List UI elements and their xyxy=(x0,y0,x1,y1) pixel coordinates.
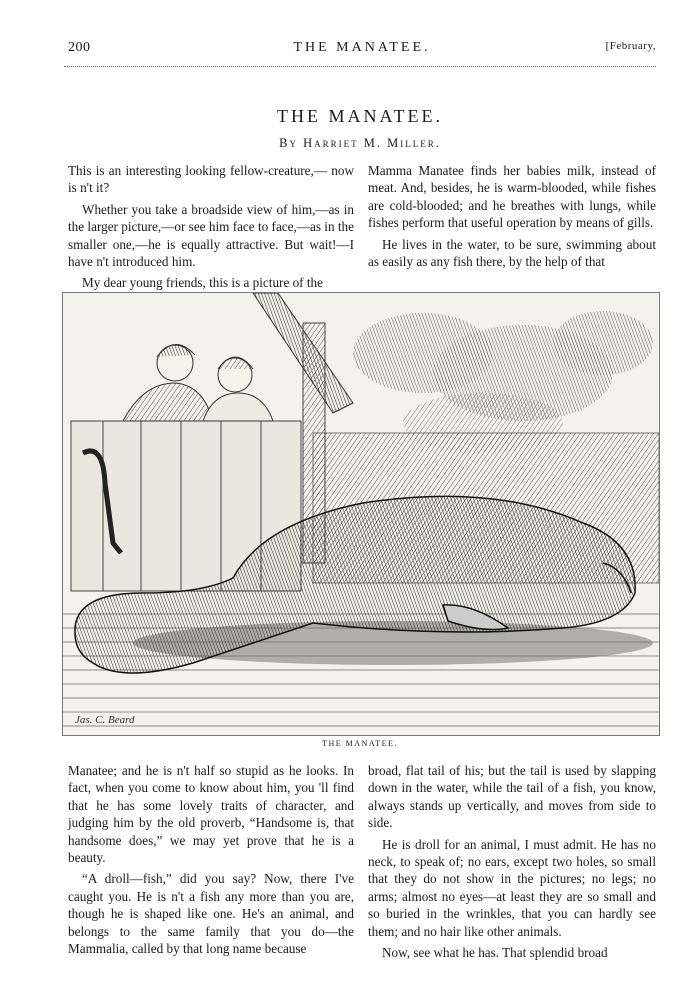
manatee-engraving xyxy=(62,292,660,736)
engraver-signature: Jas. C. Beard xyxy=(75,714,135,726)
article-title: THE MANATEE. xyxy=(277,106,443,126)
paragraph: He is droll for an animal, I must admit. He has no neck, to speak of; no ears, except two holes, so small that they do not show in the pictures; no legs; no arms; almost no eyes—at least they are so small and so buried in the wrinkles, that you can hardly see them; and no hair like other animals. xyxy=(368,836,656,939)
paragraph: Mamma Manatee finds her babies milk, instead of meat. And, besides, he is warm-blooded, while fishes are cold-blooded; and he breathes with lungs, while fishes perform that useful operation by means of gills. xyxy=(368,163,656,231)
running-month: [February, xyxy=(605,40,656,52)
paragraph: He lives in the water, to be sure, swimming about as easily as any fish there, by the help of that xyxy=(368,236,656,270)
article-byline: By Harriet M. Miller. xyxy=(279,136,441,150)
paragraph: “A droll—fish,” did you say? Now, there I've caught you. He is n't a fish any more than you are, though he is shaped like one. He's an animal, and belongs to the same family that you do—the Mammalia, called by that long name because xyxy=(68,871,354,957)
text-column-bottom-right xyxy=(368,762,656,965)
text-column-top-right xyxy=(368,162,656,274)
paragraph: Whether you take a broadside view of him,—as in the larger picture,—or see him face to face,—as in the smaller one,—he is equally attractive. But wait!—I have n't introduced him. xyxy=(68,201,354,270)
paragraph: My dear young friends, this is a picture of the xyxy=(82,275,323,291)
paragraph: This is an interesting looking fellow-creature,— now is n't it? xyxy=(68,163,354,196)
text-column-bottom-left xyxy=(68,762,354,961)
running-head xyxy=(68,40,656,60)
text-column-top-left xyxy=(68,162,354,296)
paragraph: broad, flat tail of his; but the tail is used by slapping down in the water, while the tail of a fish, you know, always stands up vertically, and moves from side to side. xyxy=(368,763,656,831)
paragraph: Manatee; and he is n't half so stupid as he looks. In fact, when you come to know about him, you 'll find that he has some lovely traits of character, and judging him by the old proverb, “Handsome is, that handsome does,” we may yet prove that he is a beauty. xyxy=(68,763,354,866)
running-title: THE MANATEE. xyxy=(293,40,431,55)
page-number: 200 xyxy=(68,40,91,55)
figure-caption: THE MANATEE. xyxy=(322,739,398,748)
header-rule xyxy=(64,66,656,67)
paragraph: Now, see what he has. That splendid broad xyxy=(382,945,608,961)
